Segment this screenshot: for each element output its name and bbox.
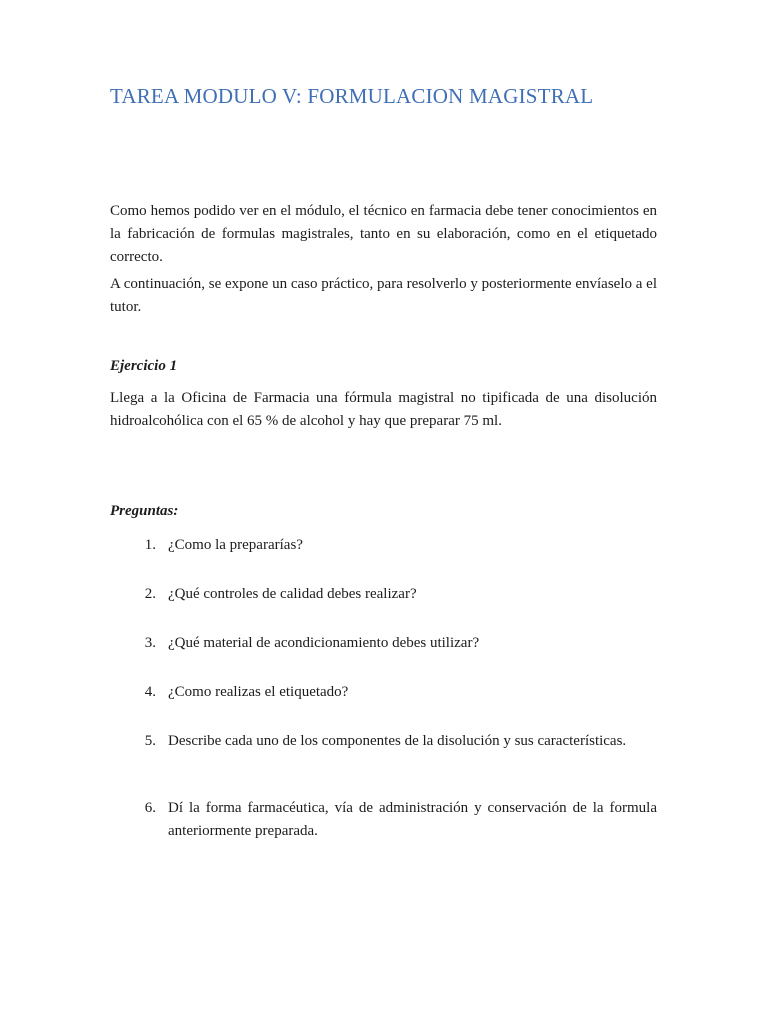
question-number: 4. — [144, 684, 156, 700]
question-number: 1. — [144, 537, 156, 553]
exercise-heading: Ejercicio 1 — [110, 358, 178, 374]
list-item — [110, 583, 657, 606]
question-number: 6. — [144, 800, 156, 816]
question-text: ¿Qué material de acondicionamiento debes utilizar? — [168, 635, 480, 651]
question-number: 2. — [144, 586, 156, 602]
intro-paragraph-2: A continuación, se expone un caso práctico, para resolverlo y posteriormente envíaselo a el tutor. — [110, 276, 657, 315]
list-item — [110, 730, 657, 753]
questions-heading: Preguntas: — [110, 503, 179, 519]
question-text: Describe cada uno de los componentes de la disolución y sus características. — [168, 733, 627, 749]
question-number: 5. — [144, 733, 156, 749]
question-text: ¿Qué controles de calidad debes realizar? — [168, 586, 417, 602]
list-item — [110, 632, 657, 655]
question-number: 3. — [144, 635, 156, 651]
list-item — [110, 797, 657, 843]
question-text: ¿Como la prepararías? — [168, 537, 303, 553]
question-text: ¿Como realizas el etiquetado? — [168, 684, 349, 700]
intro-paragraph-1: Como hemos podido ver en el módulo, el técnico en farmacia debe tener conocimientos en la fabricación de formulas magistrales, tanto en su elaboración, como en el etiquetado correcto. — [110, 203, 657, 265]
list-item — [110, 681, 657, 704]
exercise-text: Llega a la Oficina de Farmacia una fórmula magistral no tipificada de una disolución hidroalcohólica con el 65 % de alcohol y hay que preparar 75 ml. — [110, 390, 657, 429]
question-text: Dí la forma farmacéutica, vía de administración y conservación de la formula anteriormente preparada. — [168, 800, 657, 839]
list-item — [110, 534, 657, 557]
page-title: TAREA MODULO V: FORMULACION MAGISTRAL — [110, 84, 594, 108]
